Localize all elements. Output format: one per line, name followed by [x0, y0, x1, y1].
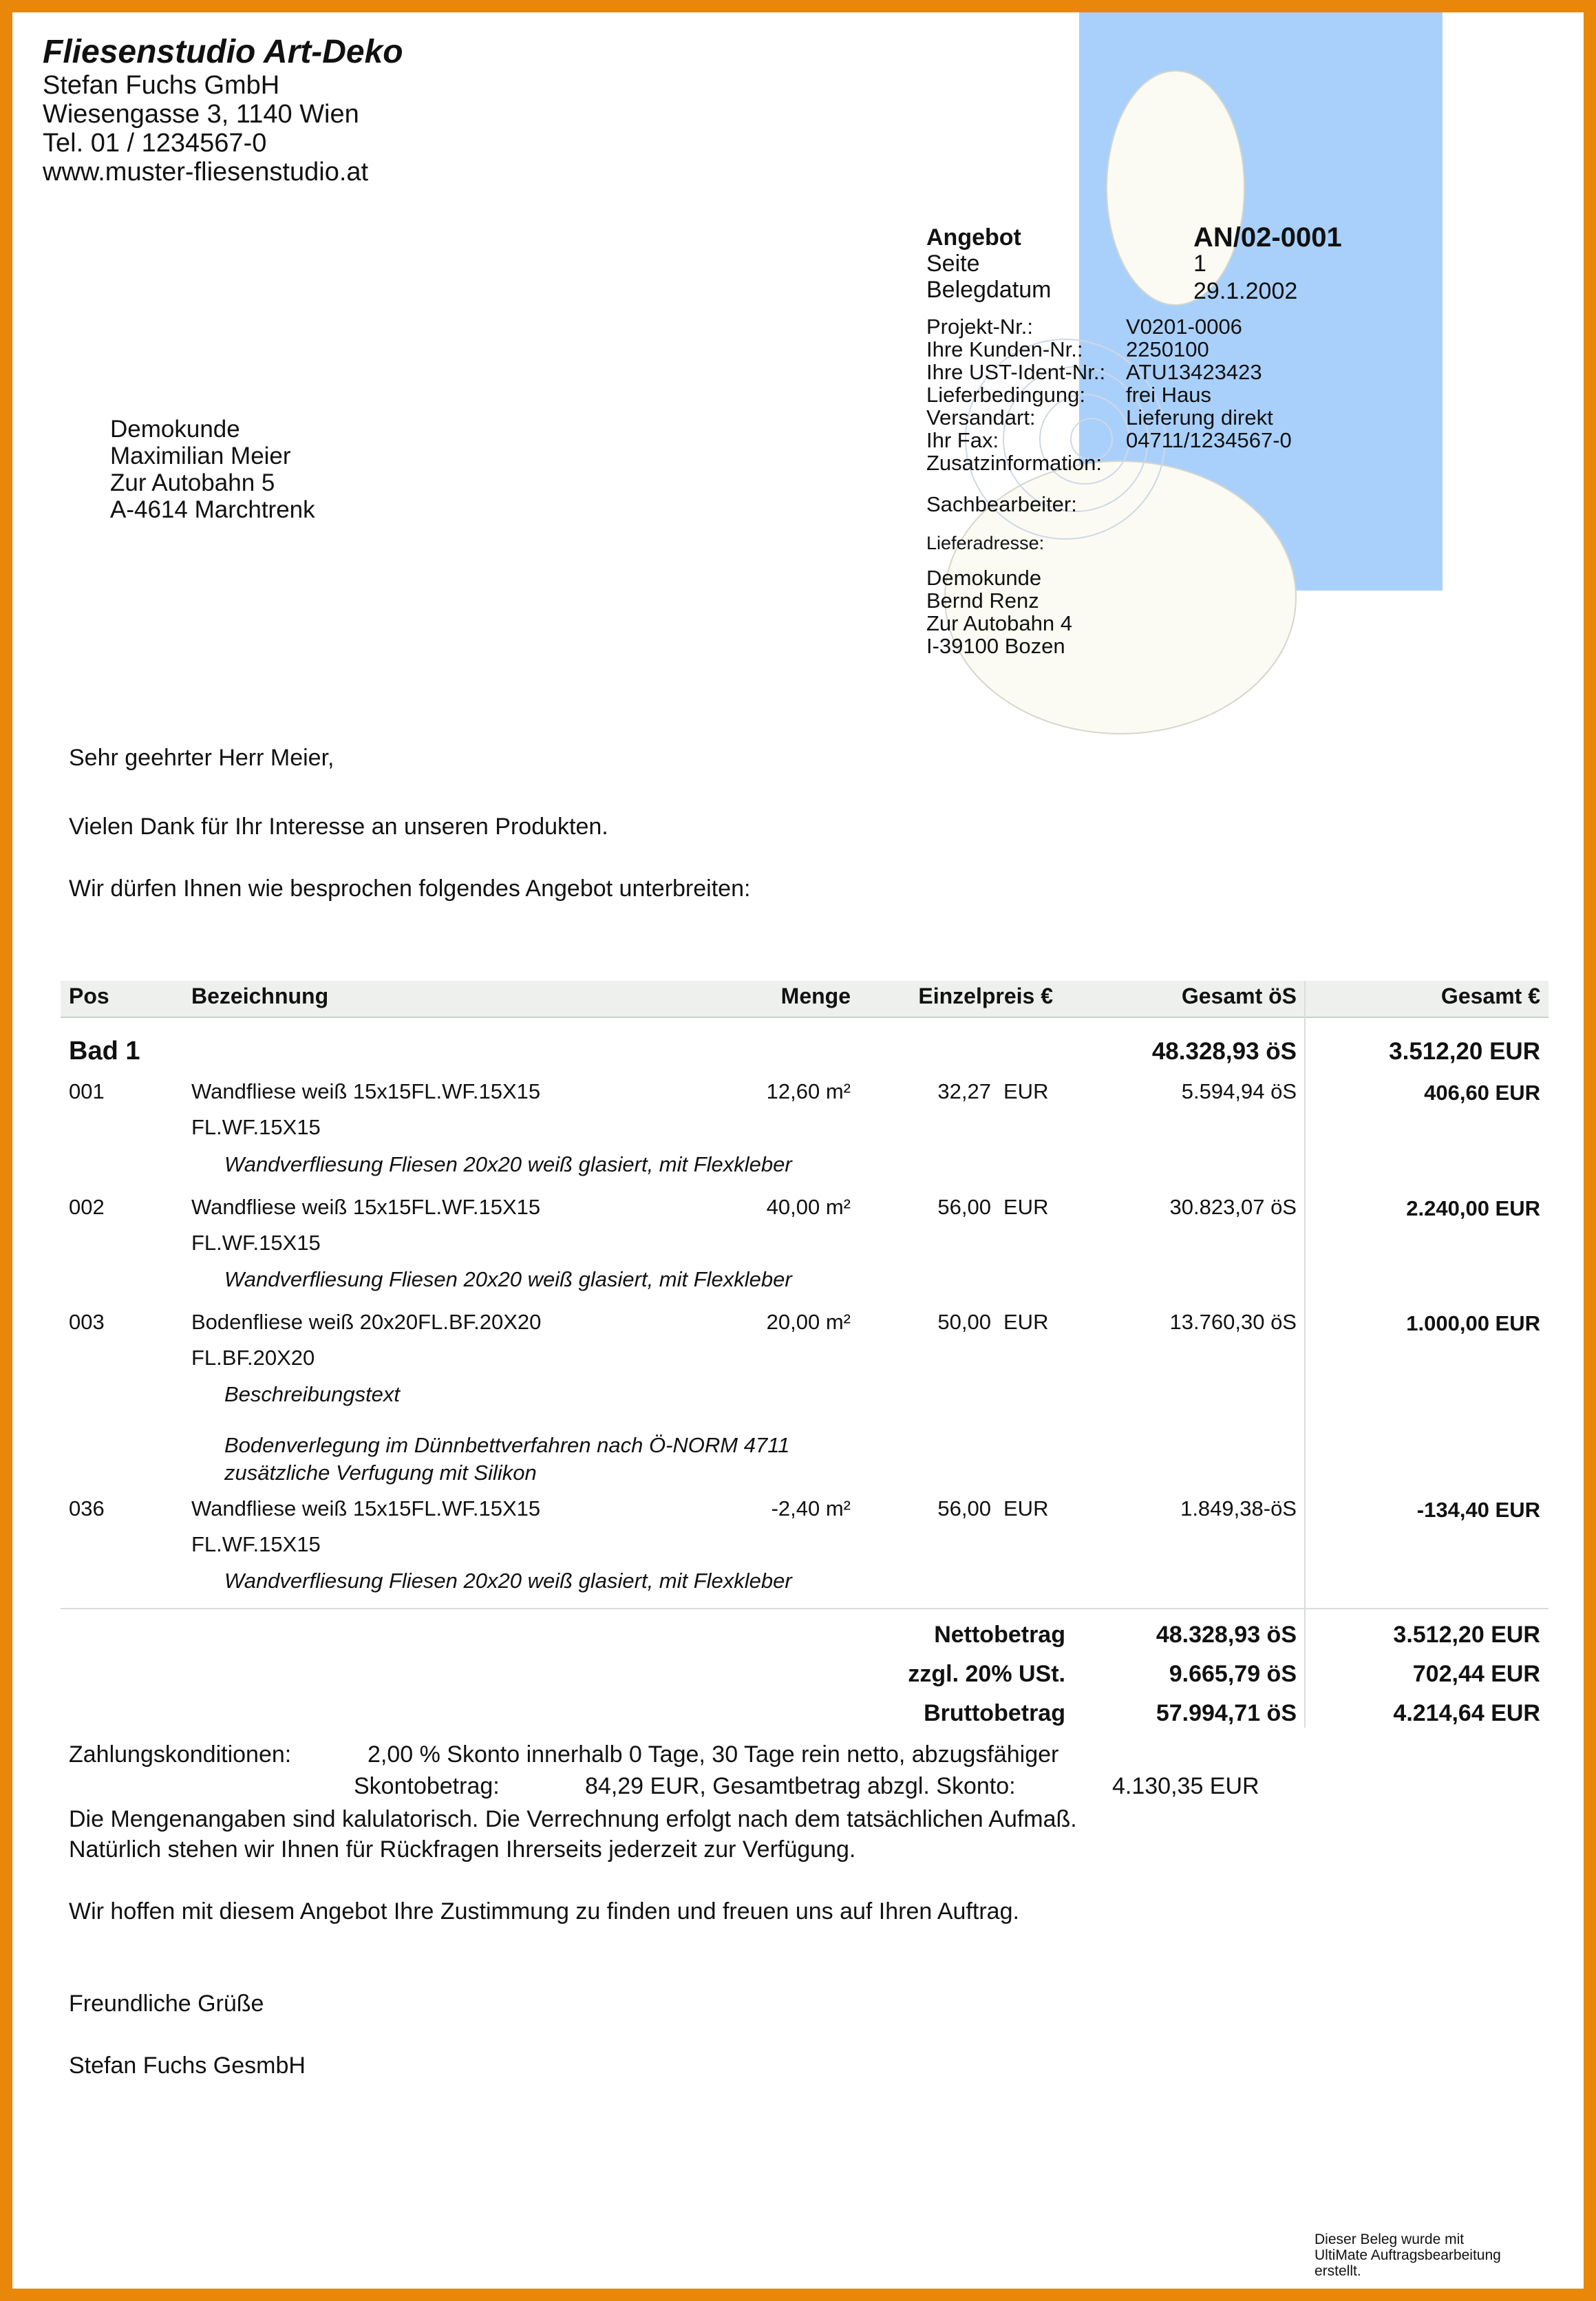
payment-terms: 2,00 % Skonto innerhalb 0 Tage, 30 Tage rein netto, abzugsfähiger: [368, 1741, 1059, 1768]
total-label: Bruttobetrag: [924, 1700, 1065, 1726]
row-code: FL.WF.15X15: [191, 1532, 321, 1556]
footer-note-line: UltiMate Auftragsbearbeitung: [1315, 2247, 1501, 2263]
recipient-line: A-4614 Marchtrenk: [110, 496, 315, 523]
row-total-os: 5.594,94 öS: [1181, 1079, 1297, 1103]
page-label: Seite: [926, 251, 980, 277]
col-header-pos: Pos: [69, 984, 109, 1008]
company-line: Stefan Fuchs GmbH: [43, 71, 280, 100]
row-description: Wandfliese weiß 15x15FL.WF.15X15: [191, 1496, 541, 1520]
meta-label: Ihre Kunden-Nr.:: [926, 337, 1083, 361]
footer-note-line: Dieser Beleg wurde mit: [1315, 2231, 1465, 2247]
salutation: Sehr geehrter Herr Meier,: [69, 745, 334, 771]
recipient-line: Demokunde: [110, 416, 240, 443]
closing-text: Wir hoffen mit diesem Angebot Ihre Zustimmung zu finden und freuen uns auf Ihren Auftrag.: [69, 1898, 1019, 1924]
row-total-eur: 406,60 EUR: [1424, 1081, 1540, 1105]
meta-label: Ihr Fax:: [926, 428, 999, 452]
meta-value: frei Haus: [1126, 383, 1212, 407]
closing-text: Die Mengenangaben sind kalulatorisch. Die Verrechnung erfolgt nach dem tatsächlichen Aufmaß.: [69, 1806, 1077, 1832]
intro-paragraph: Wir dürfen Ihnen wie besprochen folgendes Angebot unterbreiten:: [69, 876, 751, 902]
meta-label: Projekt-Nr.:: [926, 315, 1034, 339]
row-note: Wandverfliesung Fliesen 20x20 weiß glasiert, mit Flexkleber: [224, 1569, 792, 1593]
group-total-os: 48.328,93 öS: [1151, 1038, 1297, 1065]
meta-value: ATU13423423: [1126, 360, 1262, 384]
footer-note: [1315, 2231, 1501, 2279]
meta-label: Ihre UST-Ident-Nr.:: [926, 360, 1106, 384]
meta-value: 04711/1234567-0: [1126, 428, 1292, 452]
col-header-description: Bezeichnung: [191, 984, 329, 1008]
payment-label: Zahlungskonditionen:: [69, 1741, 292, 1768]
row-note: Wandverfliesung Fliesen 20x20 weiß glasiert, mit Flexkleber: [224, 1152, 792, 1176]
doc-number: AN/02-0001: [1193, 222, 1342, 253]
row-unit-price: 56,00: [937, 1496, 991, 1520]
delivery-line: I-39100 Bozen: [926, 634, 1065, 658]
row-currency: EUR: [1003, 1195, 1049, 1219]
row-unit-price: 32,27: [937, 1079, 991, 1103]
meta-labels: [926, 315, 1105, 474]
row-description: Bodenfliese weiß 20x20FL.BF.20X20: [191, 1310, 542, 1334]
doc-type-label: Angebot: [926, 224, 1021, 251]
signature: Stefan Fuchs GesmbH: [69, 2053, 306, 2079]
company-line: Tel. 01 / 1234567-0: [43, 129, 267, 158]
row-total-os: 13.760,30 öS: [1169, 1310, 1297, 1334]
row-note: Beschreibungstext: [224, 1382, 401, 1406]
row-quantity: 20,00 m²: [766, 1310, 851, 1334]
row-note: Wandverfliesung Fliesen 20x20 weiß glasiert, mit Flexkleber: [224, 1267, 792, 1291]
delivery-line: Demokunde: [926, 566, 1042, 590]
row-total-eur: 1.000,00 EUR: [1406, 1311, 1540, 1335]
skonto-value: 84,29 EUR, Gesamtbetrag abzgl. Skonto:: [585, 1773, 1016, 1799]
col-header-unit-price: Einzelpreis €: [918, 984, 1053, 1008]
company-name: Fliesenstudio Art-Deko: [43, 34, 403, 70]
skonto-total: 4.130,35 EUR: [1112, 1773, 1259, 1799]
delivery-address: [926, 566, 1072, 657]
row-total-os: 1.849,38-öS: [1180, 1496, 1297, 1520]
row-code: FL.WF.15X15: [191, 1115, 321, 1139]
footer-note-line: erstellt.: [1315, 2263, 1361, 2279]
meta-value: V0201-0006: [1126, 315, 1242, 339]
total-label: Nettobetrag: [934, 1622, 1065, 1648]
meta-value: 2250100: [1126, 337, 1209, 361]
row-code: FL.BF.20X20: [191, 1346, 315, 1370]
row-unit-price: 50,00: [937, 1310, 991, 1334]
intro-paragraph: Vielen Dank für Ihr Interesse an unseren Produkten.: [69, 814, 608, 840]
row-pos: 001: [69, 1079, 105, 1103]
column-divider: [1304, 981, 1306, 1728]
col-header-quantity: Menge: [780, 984, 851, 1008]
row-currency: EUR: [1003, 1079, 1049, 1103]
total-eur: 702,44 EUR: [1412, 1661, 1540, 1687]
recipient-line: Zur Autobahn 5: [110, 469, 275, 496]
recipient-line: Maximilian Meier: [110, 443, 291, 469]
row-quantity: 40,00 m²: [766, 1195, 851, 1219]
row-description: Wandfliese weiß 15x15FL.WF.15X15: [191, 1079, 541, 1103]
row-total-eur: 2.240,00 EUR: [1406, 1196, 1540, 1220]
meta-label: Lieferbedingung:: [926, 383, 1085, 407]
row-quantity: 12,60 m²: [766, 1079, 851, 1103]
total-os: 48.328,93 öS: [1156, 1622, 1297, 1648]
company-address: [43, 71, 368, 187]
company-line: Wiesengasse 3, 1140 Wien: [43, 100, 359, 129]
skonto-label: Skontobetrag:: [354, 1773, 500, 1799]
row-total-eur: -134,40 EUR: [1416, 1498, 1540, 1522]
meta-label: Versandart:: [926, 405, 1036, 430]
company-website: www.muster-fliesenstudio.at: [43, 158, 369, 187]
row-description: Wandfliese weiß 15x15FL.WF.15X15: [191, 1195, 541, 1219]
row-pos: 036: [69, 1496, 105, 1520]
group-total-eur: 3.512,20 EUR: [1389, 1038, 1540, 1065]
document-date: 29.1.2002: [1193, 278, 1298, 304]
total-label: zzgl. 20% USt.: [908, 1661, 1065, 1687]
row-currency: EUR: [1003, 1496, 1049, 1520]
total-eur: 4.214,64 EUR: [1393, 1700, 1540, 1726]
meta-value: Lieferung direkt: [1126, 405, 1273, 430]
row-pos: 003: [69, 1310, 105, 1334]
col-header-total-eur: Gesamt €: [1440, 984, 1540, 1008]
row-code: FL.WF.15X15: [191, 1231, 321, 1255]
row-unit-price: 56,00: [937, 1195, 991, 1219]
delivery-line: Bernd Renz: [926, 588, 1039, 613]
delivery-address-label: Lieferadresse:: [926, 533, 1045, 553]
total-os: 57.994,71 öS: [1156, 1700, 1297, 1726]
total-os: 9.665,79 öS: [1169, 1661, 1297, 1687]
recipient-address: [110, 416, 315, 523]
meta-label: Zusatzinformation:: [926, 451, 1102, 475]
row-pos: 002: [69, 1195, 105, 1219]
row-quantity: -2,40 m²: [771, 1496, 851, 1520]
delivery-line: Zur Autobahn 4: [926, 611, 1072, 635]
closing-text: Natürlich stehen wir Ihnen für Rückfragen Ihrerseits jederzeit zur Verfügung.: [69, 1836, 856, 1863]
row-note: Bodenverlegung im Dünnbettverfahren nach Ö-NORM 4711: [224, 1433, 790, 1457]
row-total-os: 30.823,07 öS: [1169, 1195, 1297, 1219]
document-page: [12, 12, 1584, 2289]
page-number: 1: [1193, 251, 1206, 277]
greeting: Freundliche Grüße: [69, 1991, 264, 2017]
group-title: Bad 1: [69, 1037, 140, 1065]
totals-divider: [61, 1608, 1549, 1609]
col-header-total-os: Gesamt öS: [1181, 984, 1297, 1008]
date-label: Belegdatum: [926, 277, 1052, 303]
row-note: zusätzliche Verfugung mit Silikon: [224, 1461, 537, 1485]
total-eur: 3.512,20 EUR: [1393, 1622, 1540, 1648]
clerk-label: Sachbearbeiter:: [926, 492, 1077, 516]
meta-values: [1126, 315, 1292, 452]
row-currency: EUR: [1003, 1310, 1049, 1334]
